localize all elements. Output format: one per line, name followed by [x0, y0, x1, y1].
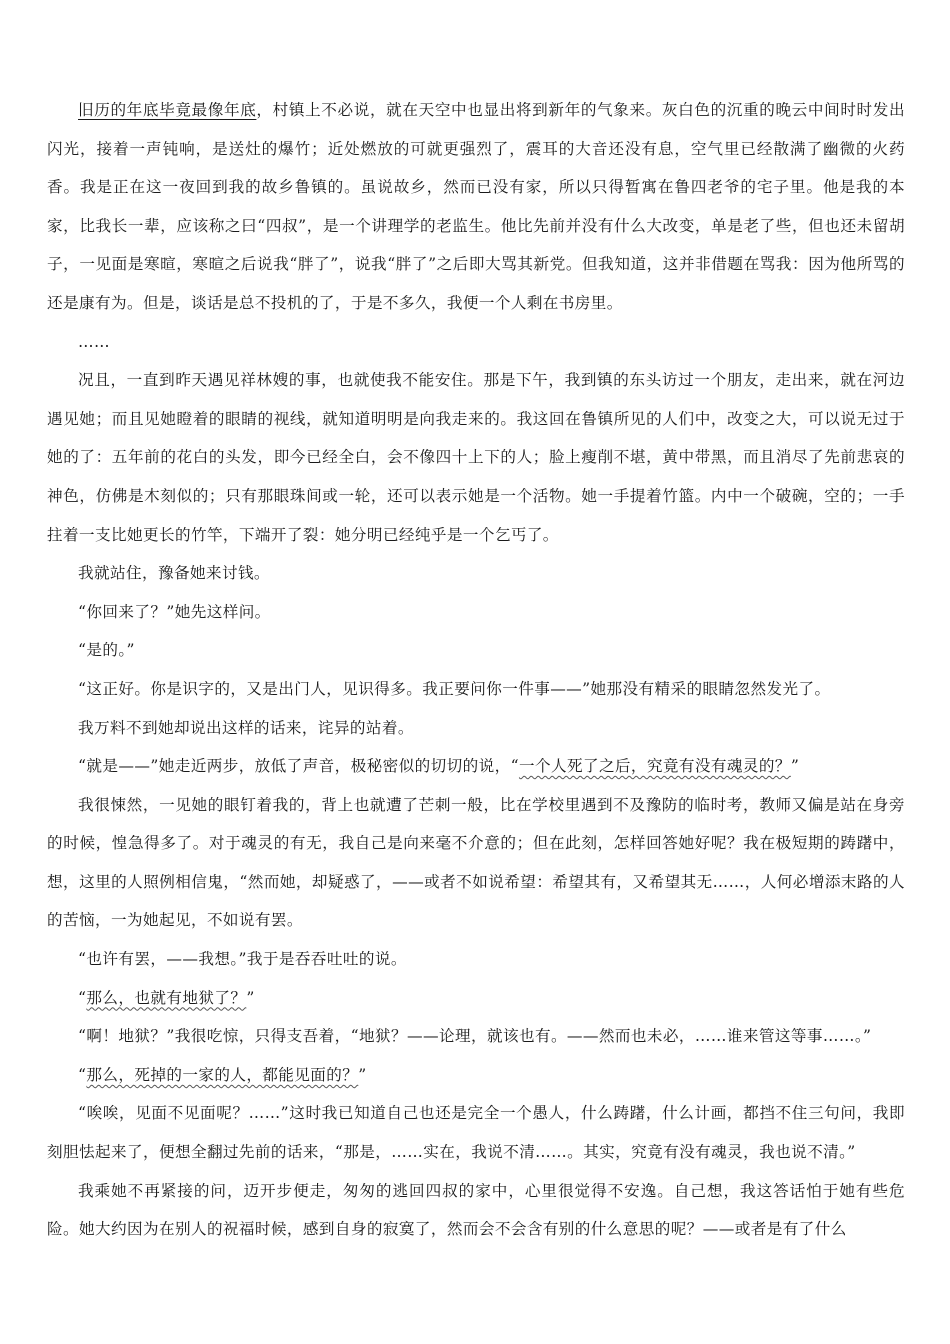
- dialogue-line-soul-question: [47, 747, 905, 786]
- dialogue-line: “你回来了？”她先这样问。: [78, 602, 271, 621]
- paragraph-opening: [47, 91, 905, 323]
- paragraph-escape: 我乘她不再紧接的问，迈开步便走，匆匆的逃回四叔的家中，心里很觉得不安逸。自己想，我这答话怕于她有些危险。她大约因为在别人的祝福时候，感到自身的寂寞了，然而会不会含有别的什么意思的呢？——或者是有了什么: [47, 1181, 905, 1239]
- dialogue-line: “啊！地狱？”我很吃惊，只得支吾着，“地狱？——论理，就该也有。——然而也未必，……谁来管这等事……。”: [78, 1027, 872, 1046]
- dialogue-text: “就是——”她走近两步，放低了声音，极秘密似的切切的说，“: [78, 757, 519, 776]
- paragraph-meeting: 况且，一直到昨天遇见祥林嫂的事，也就使我不能安住。那是下午，我到镇的东头访过一个朋友，走出来，就在河边遇见她；而且见她瞪着的眼睛的视线，就知道明明是向我走来的。我这回在鲁镇所见的人们中，改变之大，可以说无过于她的了：五年前的花白的头发，即今已经全白，会不像四十上下的人；脸上瘦削不堪，黄中带黑，而且消尽了先前悲哀的神色，仿佛是木刻似的；只有那眼珠间或一轮，还可以表示她是一个活物。她一手提着竹篮。内中一个破碗，空的；一手拄着一支比她更长的竹竿，下端开了裂：她分明已经纯乎是一个乞丐了。: [47, 371, 905, 544]
- dialogue-line: “唉唉，见面不见面呢？……”这时我已知道自己也还是完全一个愚人，什么踌躇，什么计画，都挡不住三句问，我即刻胆怯起来了，便想全翻过先前的话来，“那是，……实在，我说不清……。其实，究竟有没有魂灵，我也说不清。”: [47, 1104, 905, 1162]
- wavy-underlined-question: 那么，死掉的一家的人，都能见面的？: [86, 1065, 359, 1084]
- opening-quote: “: [78, 988, 87, 1007]
- dialogue-line-family-question: [47, 1056, 905, 1095]
- dialogue-line: “这正好。你是识字的，又是出门人，见识得多。我正要问你一件事——”她那没有精采的眼睛忽然发光了。: [78, 679, 831, 698]
- closing-quote: ”: [790, 757, 800, 776]
- paragraph-standing: 我就站住，豫备她来讨钱。: [78, 564, 270, 583]
- underlined-phrase: 旧历的年底毕竟最像年底: [78, 101, 257, 119]
- dialogue-line-hell-question: [47, 979, 905, 1018]
- opening-quote: “: [78, 1065, 87, 1084]
- closing-quote: ”: [358, 1065, 367, 1084]
- paragraph-opening-text: ，村镇上不必说，就在天空中也显出将到新年的气象来。灰白色的沉重的晚云中间时时发出闪光，接着一声钝响，是送灶的爆竹；近处燃放的可就更强烈了，震耳的大音还没有息，空气里已经散满了幽微的火药香。我是正在这一夜回到我的故乡鲁镇的。虽说故乡，然而已没有家，所以只得暂寓在鲁四老爷的宅子里。他是我的本家，比我长一辈，应该称之曰“四叔”，是一个讲理学的老监生。他比先前并没有什么大改变，单是老了些，但也还未留胡子，一见面是寒暄，寒暄之后说我“胖了”，说我“胖了”之后即大骂其新党。但我知道，这并非借题在骂我：因为他所骂的还是康有为。但是，谈话是总不投机的了，于是不多久，我便一个人剩在书房里。: [47, 101, 905, 312]
- passage: [47, 91, 905, 1249]
- dialogue-line: “也许有罢，——我想。”我于是吞吞吐吐的说。: [78, 950, 407, 969]
- closing-quote: ”: [246, 988, 255, 1007]
- wavy-underlined-question: 一个人死了之后，究竟有没有魂灵的？: [518, 757, 791, 776]
- omission-ellipsis: ……: [78, 332, 110, 351]
- paragraph-hesitation: 我很悚然，一见她的眼钉着我的，背上也就遭了芒刺一般，比在学校里遇到不及豫防的临时考，教师又偏是站在身旁的时候，惶急得多了。对于魂灵的有无，我自己是向来毫不介意的；但在此刻，怎样回答她好呢？我在极短期的踌躇中，想，这里的人照例相信鬼，“然而她，却疑惑了，——或者不如说希望：希望其有，又希望其无……，人何必增添末路的人的苦恼，一为她起见，不如说有罢。: [47, 795, 905, 930]
- paragraph-surprise: 我万料不到她却说出这样的话来，诧异的站着。: [78, 718, 414, 737]
- wavy-underlined-question: 那么，也就有地狱了？: [86, 988, 247, 1007]
- dialogue-line: “是的。”: [78, 641, 135, 660]
